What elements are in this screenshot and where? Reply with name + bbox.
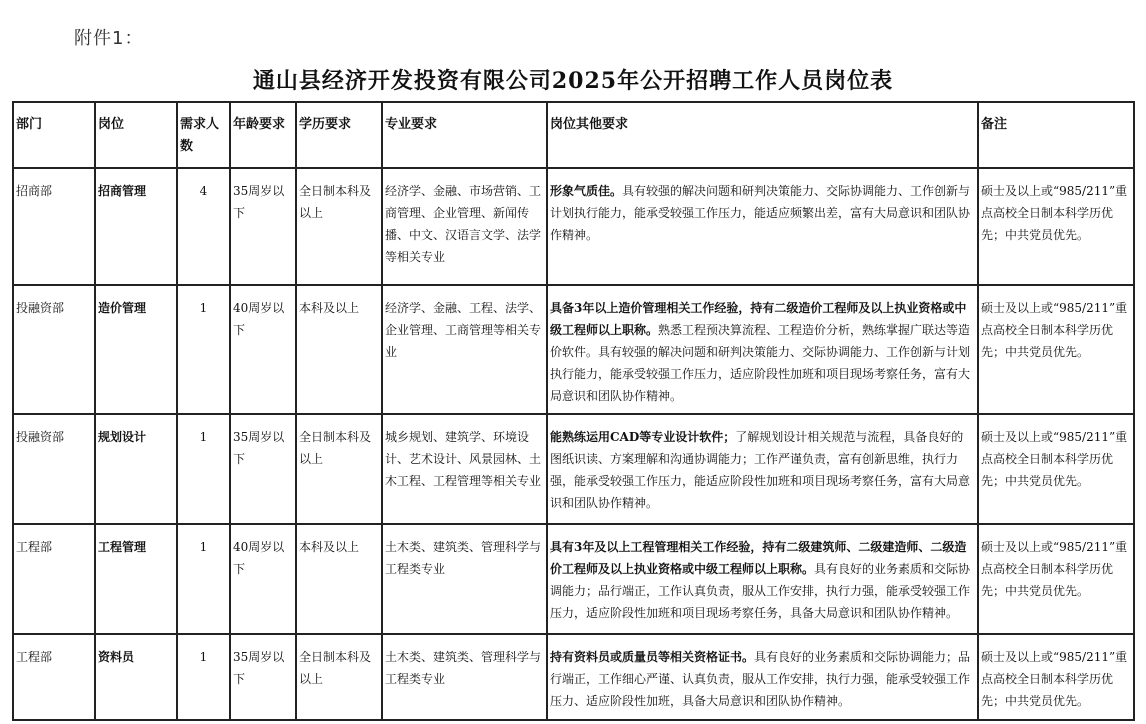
- cell-major: 土木类、建筑类、管理科学与工程类专业: [382, 634, 547, 720]
- header-dept: 部门: [13, 102, 95, 168]
- cell-major: 城乡规划、建筑学、环境设计、艺术设计、风景园林、土木工程、工程管理等相关专业: [382, 414, 547, 524]
- cell-education: 本科及以上: [296, 524, 382, 634]
- cell-position: 招商管理: [95, 168, 177, 285]
- requirement-text: 了解规划设计相关规范与流程，具备良好的图纸识读、方案理解和沟通协调能力；工作严谨负责，富有创新思维，执行力强，能承受较强工作压力，能适应阶段性加班和项目现场考察任务，富有大局意识和团队协作精神。: [550, 430, 971, 510]
- table-row: [13, 168, 1134, 285]
- cell-remark: 硕士及以上或“985/211”重点高校全日制本科学历优先；中共党员优先。: [978, 285, 1134, 414]
- job-positions-table: [12, 101, 1135, 721]
- cell-count: 1: [177, 524, 230, 634]
- cell-position: 规划设计: [95, 414, 177, 524]
- cell-dept: 投融资部: [13, 414, 95, 524]
- cell-other-requirements: [547, 414, 978, 524]
- cell-count: 4: [177, 168, 230, 285]
- cell-other-requirements: [547, 285, 978, 414]
- header-remark: 备注: [978, 102, 1134, 168]
- cell-remark: 硕士及以上或“985/211”重点高校全日制本科学历优先；中共党员优先。: [978, 414, 1134, 524]
- cell-other-requirements: [547, 524, 978, 634]
- requirement-text: 具有良好的业务素质和交际协调能力；品行端正，工作认真负责，服从工作安排，执行力强，能承受较强工作压力，适应阶段性加班和项目现场考察任务，具备大局意识和团队协作精神。: [550, 562, 971, 620]
- page-title: 通山县经济开发投资有限公司2025年公开招聘工作人员岗位表: [252, 68, 894, 94]
- cell-dept: 工程部: [13, 634, 95, 720]
- cell-age: 40周岁以下: [230, 285, 296, 414]
- requirement-highlight: 具备3年以上造价管理相关工作经验，持有二级造价工程师及以上执业资格或中级工程师以上职称。: [550, 301, 967, 337]
- cell-age: 35周岁以下: [230, 168, 296, 285]
- requirement-highlight: 持有资料员或质量员等相关资格证书。: [550, 650, 755, 664]
- cell-education: 全日制本科及以上: [296, 634, 382, 720]
- cell-count: 1: [177, 414, 230, 524]
- cell-remark: 硕士及以上或“985/211”重点高校全日制本科学历优先；中共党员优先。: [978, 524, 1134, 634]
- table-row: [13, 524, 1134, 634]
- requirement-text: 具有良好的业务素质和交际协调能力；品行端正，工作细心严谨、认真负责，服从工作安排，执行力强，能承受较强工作压力、适应阶段性加班，具备大局意识和团队协作精神。: [550, 650, 971, 708]
- attachment-label: 附件1：: [74, 28, 144, 49]
- header-count: 需求人数: [177, 102, 230, 168]
- cell-age: 35周岁以下: [230, 634, 296, 720]
- table-row: [13, 634, 1134, 720]
- header-education: 学历要求: [296, 102, 382, 168]
- cell-major: 经济学、金融、市场营销、工商管理、企业管理、新闻传播、中文、汉语言文学、法学等相关专业: [382, 168, 547, 285]
- cell-dept: 招商部: [13, 168, 95, 285]
- cell-major: 经济学、金融、工程、法学、企业管理、工商管理等相关专业: [382, 285, 547, 414]
- requirement-highlight: 具有3年及以上工程管理相关工作经验，持有二级建筑师、二级建造师、二级造价工程师及以上执业资格或中级工程师以上职称。: [550, 540, 967, 576]
- cell-major: 土木类、建筑类、管理科学与工程类专业: [382, 524, 547, 634]
- requirement-highlight: 形象气质佳。: [550, 184, 623, 198]
- header-age: 年龄要求: [230, 102, 296, 168]
- cell-dept: 工程部: [13, 524, 95, 634]
- cell-other-requirements: [547, 168, 978, 285]
- table-header-row: [13, 102, 1134, 168]
- table-row: [13, 285, 1134, 414]
- header-position: 岗位: [95, 102, 177, 168]
- cell-count: 1: [177, 285, 230, 414]
- header-major: 专业要求: [382, 102, 547, 168]
- cell-remark: 硕士及以上或“985/211”重点高校全日制本科学历优先；中共党员优先。: [978, 168, 1134, 285]
- cell-age: 40周岁以下: [230, 524, 296, 634]
- cell-education: 全日制本科及以上: [296, 414, 382, 524]
- cell-position: 工程管理: [95, 524, 177, 634]
- cell-count: 1: [177, 634, 230, 720]
- cell-dept: 投融资部: [13, 285, 95, 414]
- cell-position: 造价管理: [95, 285, 177, 414]
- requirement-text: 熟悉工程预决算流程、工程造价分析，熟练掌握广联达等造价软件。具有较强的解决问题和研判决策能力、交际协调能力、工作创新与计划执行能力，能承受较强工作压力，适应阶段性加班和项目现场考察任务，富有大局意识和团队协作精神。: [550, 323, 971, 403]
- table-row: [13, 414, 1134, 524]
- cell-position: 资料员: [95, 634, 177, 720]
- cell-remark: 硕士及以上或“985/211”重点高校全日制本科学历优先；中共党员优先。: [978, 634, 1134, 720]
- requirement-highlight: 能熟练运用CAD等专业设计软件；: [550, 430, 736, 444]
- cell-age: 35周岁以下: [230, 414, 296, 524]
- requirement-text: 具有较强的解决问题和研判决策能力、交际协调能力、工作创新与计划执行能力，能承受较强工作压力，能适应频繁出差，富有大局意识和团队协作精神。: [550, 184, 971, 242]
- header-other-requirements: 岗位其他要求: [547, 102, 978, 168]
- cell-education: 本科及以上: [296, 285, 382, 414]
- cell-education: 全日制本科及以上: [296, 168, 382, 285]
- cell-other-requirements: [547, 634, 978, 720]
